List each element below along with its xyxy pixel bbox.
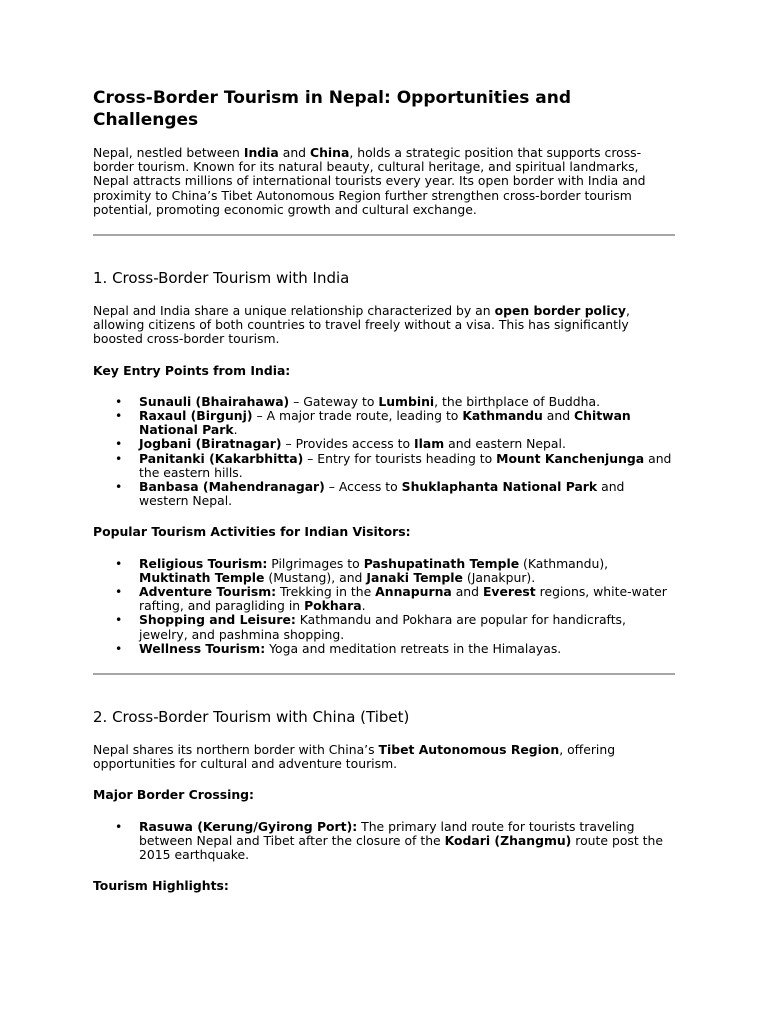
bold-text: Ilam <box>414 436 445 452</box>
bold-text: Pashupatinath Temple <box>363 555 520 571</box>
bold-text: Raxaul (Birgunj) <box>139 408 253 424</box>
bold-text: Adventure Tourism: <box>139 584 277 600</box>
bold-text: Kathmandu <box>462 408 543 424</box>
bold-text: Sunauli (Bhairahawa) <box>139 393 290 409</box>
bold-text: Pokhara <box>304 598 362 614</box>
bold-text: Mount Kanchenjunga <box>496 450 645 466</box>
list-item: • Raxaul (Birgunj) – A major trade route, leading to Kathmandu and Chitwan National Park. <box>93 409 674 437</box>
document-title: Cross-Border Tourism in Nepal: Opportunities and Challenges <box>93 88 572 130</box>
list-item: • Wellness Tourism: Yoga and meditation retreats in the Himalayas. <box>93 642 674 656</box>
list-item: • Adventure Tourism: Trekking in the Annapurna and Everest regions, white-water rafting, and paragliding in Pokhara. <box>93 585 674 613</box>
section-divider <box>93 673 675 675</box>
list-item: • Shopping and Leisure: Kathmandu and Pokhara are popular for handicrafts, jewelry, and pashmina shopping. <box>93 613 674 641</box>
list-item: • Jogbani (Biratnagar) – Provides access to Ilam and eastern Nepal. <box>93 437 674 451</box>
bold-text: Kodari (Zhangmu) <box>444 832 572 848</box>
bold-text: Lumbini <box>378 393 435 409</box>
section-divider <box>93 234 675 236</box>
list-item: • Rasuwa (Kerung/Gyirong Port): The primary land route for tourists traveling between Nepal and Tibet after the closure of the Kodari (Zhangmu) route post the 2015 earthquake. <box>93 820 674 863</box>
bold-text: Annapurna <box>375 584 452 600</box>
bold-text: Shopping and Leisure: <box>139 612 296 628</box>
bold-text: Religious Tourism: <box>139 555 268 571</box>
bold-text: China <box>309 145 350 160</box>
bold-text: Janaki Temple <box>366 569 463 585</box>
china-section-heading: 2. Cross-Border Tourism with China (Tibet) <box>93 708 410 727</box>
bold-text: Tibet Autonomous Region <box>378 742 560 758</box>
list-item: • Panitanki (Kakarbhitta) – Entry for tourists heading to Mount Kanchenjunga and the eastern hills. <box>93 452 674 480</box>
bold-text: open border policy <box>494 303 626 319</box>
bold-text: Jogbani (Biratnagar) <box>139 436 282 452</box>
bold-text: Rasuwa (Kerung/Gyirong Port): <box>139 818 358 834</box>
bold-text: Wellness Tourism: <box>139 640 266 656</box>
border-crossing-list <box>93 820 675 863</box>
tourism-highlights-label: Tourism Highlights: <box>93 878 229 894</box>
bold-text: Everest <box>482 584 536 600</box>
list-item: • Banbasa (Mahendranagar) – Access to Shuklaphanta National Park and western Nepal. <box>93 480 674 508</box>
india-intro-paragraph: Nepal and India share a unique relationship characterized by an open border policy, allowing citizens of both countries to travel freely without a visa. This has significantly boosted cross-border tourism. <box>93 303 630 347</box>
bold-text: India <box>243 145 279 160</box>
border-crossing-label: Major Border Crossing: <box>93 787 254 803</box>
intro-paragraph: Nepal, nestled between India and China, holds a strategic position that supports cross-border tourism. Known for its natural beauty, cultural heritage, and spiritual landmarks, Nepal attracts millions of international tourists every year. Its open border with India and proximity to China’s Tibet Autonomous Region further strengthen cross-border tourism potential, promoting economic growth and cultural exchange. <box>93 145 646 217</box>
activities-list <box>93 557 675 656</box>
bold-text: Shuklaphanta National Park <box>401 479 598 495</box>
bold-text: Panitanki (Kakarbhitta) <box>139 450 304 466</box>
list-item: • Sunauli (Bhairahawa) – Gateway to Lumbini, the birthplace of Buddha. <box>93 395 674 409</box>
entry-points-list <box>93 395 675 509</box>
bold-text: Muktinath Temple <box>139 569 265 585</box>
bold-text: Chitwan National Park <box>139 408 631 438</box>
entry-points-label: Key Entry Points from India: <box>93 362 291 378</box>
activities-label: Popular Tourism Activities for Indian Visitors: <box>93 524 411 540</box>
bold-text: Banbasa (Mahendranagar) <box>139 479 325 495</box>
india-section-heading: 1. Cross-Border Tourism with India <box>93 269 350 288</box>
china-intro-paragraph: Nepal shares its northern border with China’s Tibet Autonomous Region, offering opportunities for cultural and adventure tourism. <box>93 742 616 772</box>
list-item: • Religious Tourism: Pilgrimages to Pashupatinath Temple (Kathmandu), Muktinath Temple (Mustang), and Janaki Temple (Janakpur). <box>93 557 674 585</box>
